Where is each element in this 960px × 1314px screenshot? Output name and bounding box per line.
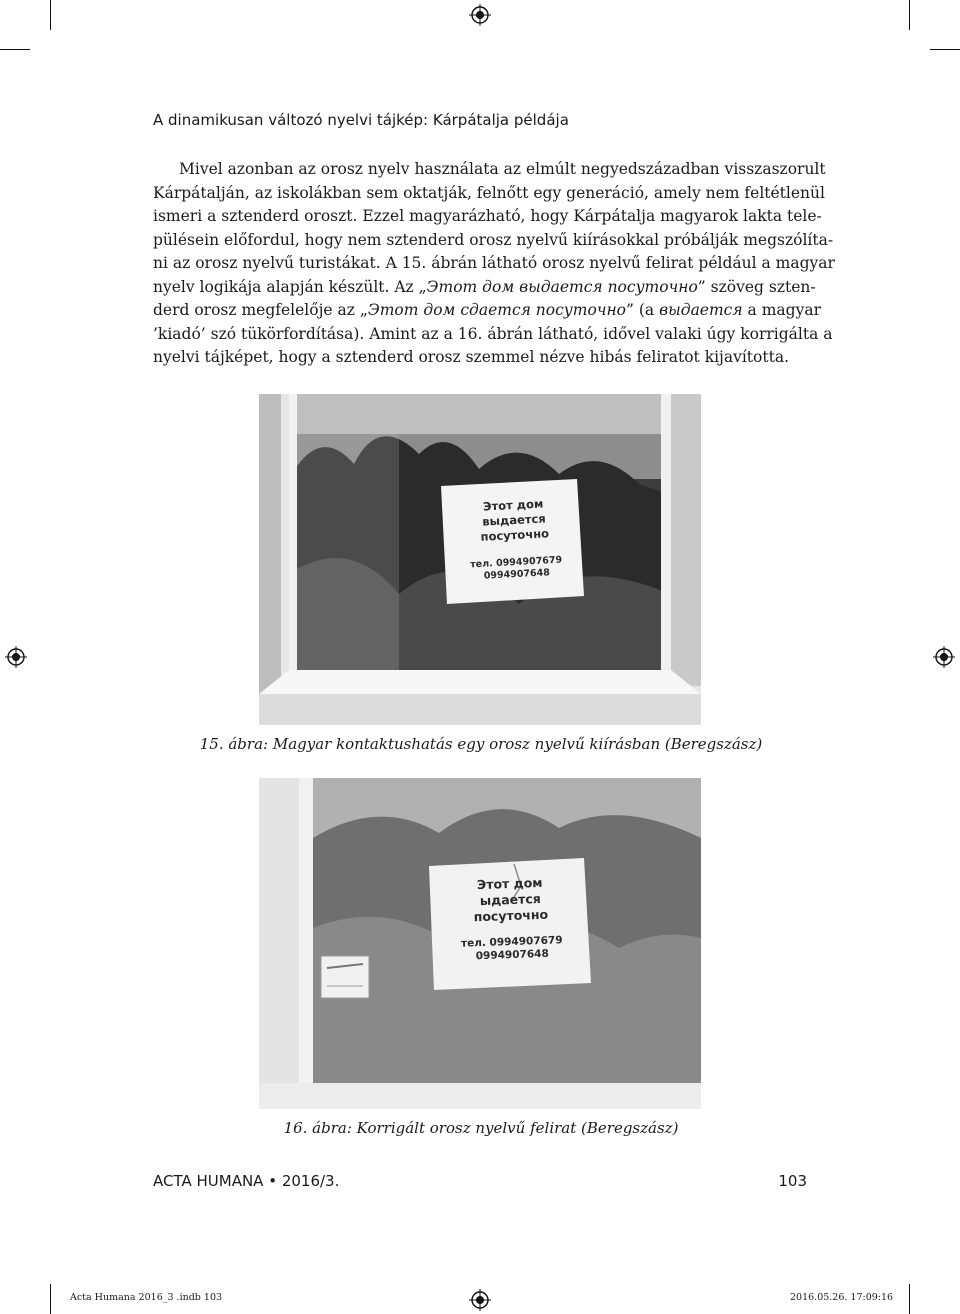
figure-16-sign-text [444,874,579,965]
sign-phone: 0994907648 [483,567,551,582]
sign-phone: тел. 0994907679 [460,934,563,950]
paragraph-line [153,205,822,229]
registration-mark-icon [469,1289,491,1311]
sign-line: Этот дом [482,496,544,514]
running-head: A dinamikusan változó nyelvi tájkép: Kárpátalja példája [153,111,569,129]
crop-mark [0,49,30,50]
text-run: ’kiadó’ szó tükörfordítása). Amint az a 16. ábrán látható, idővel valaki úgy korrigálta a [153,324,833,343]
sign-line: ыдается [479,890,542,909]
text-run: pülésein előfordul, hogy nem sztenderd orosz nyelvű kiírásokkal próbálják megszólíta- [153,230,834,249]
journal-footer: ACTA HUMANA • 2016/3. [153,1172,340,1190]
slug-file: Acta Humana 2016_3 .indb 103 [70,1292,223,1303]
text-run: Mivel azonban az orosz nyelv használata az elmúlt negyedszázadban visszaszorult [179,160,826,178]
russian-quote: выдается [659,301,743,319]
paragraph-line [153,252,835,276]
registration-mark-icon [469,4,491,26]
text-run: derd orosz megfelelője az „ [153,301,368,319]
paragraph-line [153,229,834,253]
body-paragraph [153,158,835,370]
crop-mark [930,49,960,50]
figure-15-sign-text [453,495,577,584]
text-run: ismeri a sztenderd oroszt. Ezzel magyarázható, hogy Kárpátalja magyarok lakta tele- [153,207,822,225]
registration-mark-icon [933,646,955,668]
figure-16-photo [259,778,701,1109]
crop-mark [909,0,910,30]
sign-line: выдается [481,511,546,529]
sign-line: Этот дом [476,874,543,893]
text-run: ni az orosz nyelvű turistákat. A 15. ábrán látható orosz nyelvű felirat például a magyar [153,254,835,272]
paragraph-line [153,346,809,370]
sign-phone: 0994907648 [475,947,549,963]
paragraph-line [153,299,821,323]
russian-quote: Этот дом сдается посуточно [367,301,627,319]
figure-15-photo [259,394,701,725]
slug-timestamp: 2016.05.26. 17:09:16 [790,1292,894,1303]
paragraph-line [153,323,833,347]
sign-phone: тел. 0994907679 [470,554,563,571]
paragraph-line [153,182,825,206]
russian-quote: Этот дом выдается посуточно [426,277,698,296]
text-run: nyelv logikája alapján készült. Az „ [153,277,427,296]
figure-15-caption: 15. ábra: Magyar kontaktushatás egy orosz nyelvű kiírásban (Beregszász) [199,735,763,753]
page-number: 103 [778,1172,807,1190]
paragraph-line [153,276,816,300]
figure-16-caption: 16. ábra: Korrigált orosz nyelvű felirat (Beregszász) [283,1119,679,1137]
text-run: ” szöveg szten- [697,277,816,296]
registration-mark-icon [5,646,27,668]
crop-mark [50,0,51,30]
crop-mark [50,1284,51,1314]
crop-mark [909,1284,910,1314]
text-run: a magyar [742,301,821,319]
paragraph-line [153,158,826,182]
text-run: nyelvi tájképet, hogy a sztenderd orosz szemmel nézve hibás feliratot kijavította. [153,348,789,366]
text-run: ” (a [626,301,660,319]
text-run: Kárpátalján, az iskolákban sem oktatják, felnőtt egy generáció, amely nem feltétlenül [153,183,825,202]
sign-line: посуточно [473,906,549,925]
sign-line: посуточно [480,526,550,544]
